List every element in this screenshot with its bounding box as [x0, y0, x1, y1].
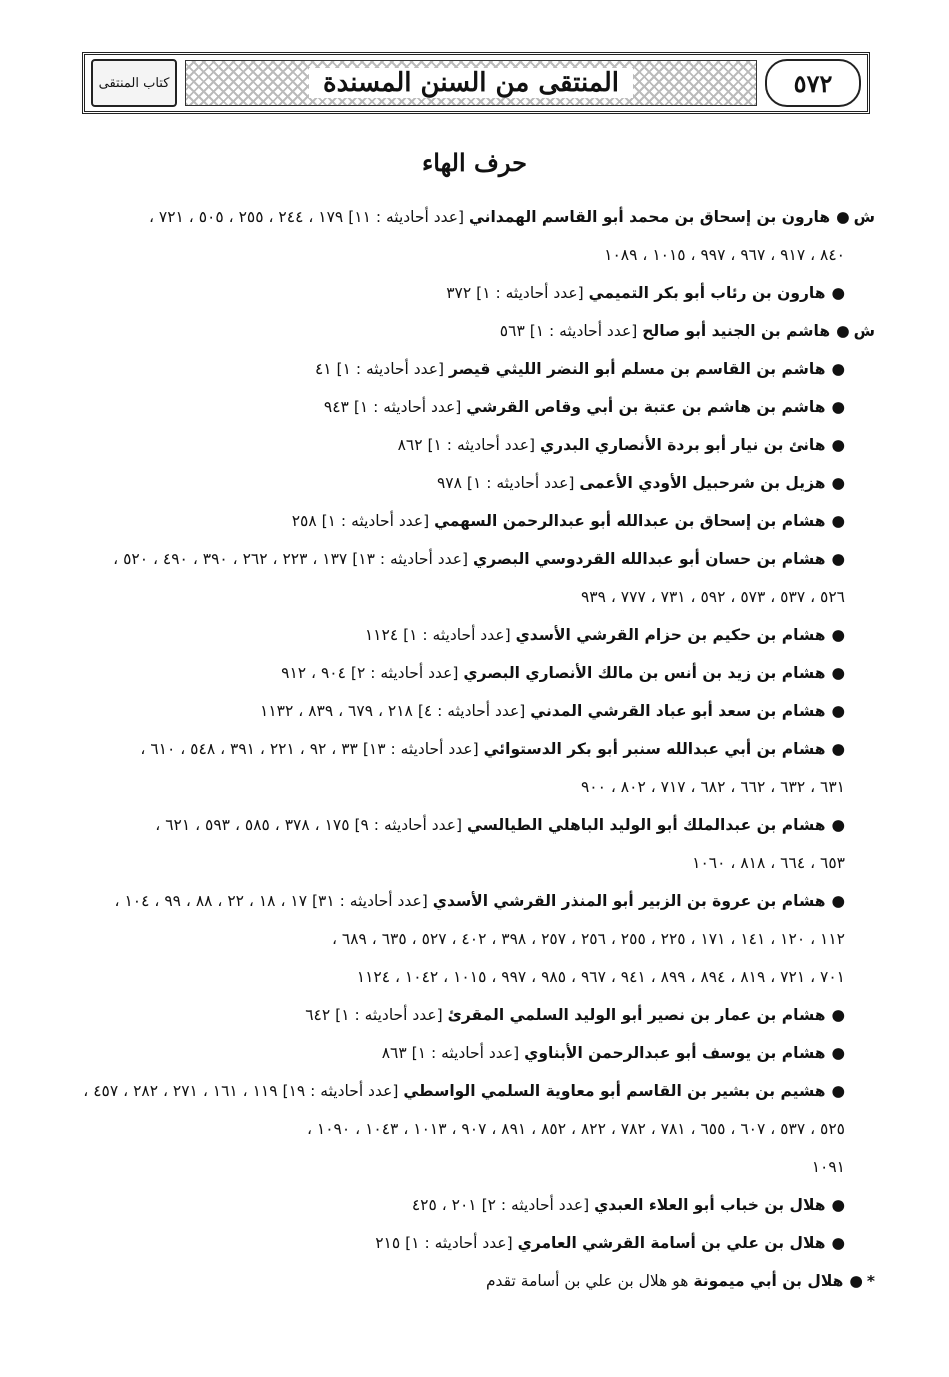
- bullet-icon: ●: [831, 816, 845, 834]
- hadith-numbers: ١٣٧ ، ٢٢٣ ، ٢٦٢ ، ٣٩٠ ، ٤٩٠ ، ٥٢٠ ،: [113, 550, 348, 568]
- narrator-name: هاشم بن هاشم بن عتبة بن أبي وقاص القرشي: [466, 398, 826, 416]
- index-entry: [75, 1072, 875, 1110]
- hadith-count-label: [عدد أحاديثه : ١]: [476, 284, 584, 302]
- index-entry: [75, 730, 875, 768]
- index-entry: [75, 312, 875, 350]
- hadith-count-label: [عدد أحاديثه : ١٣]: [352, 550, 469, 568]
- narrator-name: هانئ بن نيار أبو بردة الأنصاري البدري: [539, 436, 826, 454]
- page-number: ٥٧٢: [765, 59, 861, 107]
- bullet-icon: ●: [831, 1082, 845, 1100]
- hadith-numbers: ٩٠٤ ، ٩١٢: [281, 664, 346, 682]
- narrator-name: هشام بن زيد بن أنس بن مالك الأنصاري البصري: [463, 664, 826, 682]
- hadith-numbers-continued: ٦٥٣ ، ٦٦٤ ، ٨١٨ ، ١٠٦٠: [692, 854, 845, 872]
- hadith-count-label: [عدد أحاديثه : ٢]: [350, 664, 459, 682]
- index-entry: [75, 464, 875, 502]
- index-entry: [75, 388, 875, 426]
- narrator-name: هلال بن أبي ميمونة: [693, 1272, 844, 1290]
- narrator-name: هشام بن حسان أبو عبدالله القردوسي البصري: [473, 550, 826, 568]
- bullet-icon: ●: [831, 892, 845, 910]
- hadith-count-label: [عدد أحاديثه : ٤]: [417, 702, 526, 720]
- cross-reference-note: [75, 1262, 875, 1300]
- asterisk-icon: *: [866, 1272, 875, 1290]
- index-entry: [75, 806, 875, 844]
- bullet-icon: ●: [831, 512, 845, 530]
- index-entry: [75, 616, 875, 654]
- hadith-numbers: ٤١: [314, 360, 332, 378]
- narrator-name: هلال بن خباب أبو العلاء العبدي: [594, 1196, 826, 1214]
- hadith-count-label: [عدد أحاديثه : ١]: [427, 436, 536, 454]
- index-entry: [75, 502, 875, 540]
- hadith-count-label: [عدد أحاديثه : ٩]: [354, 816, 463, 834]
- hadith-count-label: [عدد أحاديثه : ١]: [336, 360, 445, 378]
- hadith-count-label: [عدد أحاديثه : ١]: [529, 322, 638, 340]
- hadith-count-label: [عدد أحاديثه : ١٩]: [282, 1082, 399, 1100]
- hadith-numbers: ١١٩ ، ١٦١ ، ٢٧١ ، ٢٨٢ ، ٤٥٧ ،: [83, 1082, 278, 1100]
- narrator-name: هارون بن إسحاق بن محمد أبو القاسم الهمداني: [469, 208, 831, 226]
- index-entry: [75, 882, 875, 920]
- hadith-numbers-continued: ٨٤٠ ، ٩١٧ ، ٩٦٧ ، ٩٩٧ ، ١٠١٥ ، ١٠٨٩: [604, 246, 845, 264]
- index-entry: [75, 426, 875, 464]
- hadith-numbers: ١٧ ، ١٨ ، ٢٢ ، ٨٨ ، ٩٩ ، ١٠٤ ،: [114, 892, 308, 910]
- bullet-icon: ●: [831, 1044, 845, 1062]
- narrator-name: هلال بن علي بن أسامة القرشي العامري: [517, 1234, 826, 1252]
- hadith-count-label: [عدد أحاديثه : ١١]: [348, 208, 465, 226]
- narrator-name: هشام بن أبي عبدالله سنبر أبو بكر الدستوائي: [483, 740, 826, 758]
- bullet-icon: ●: [831, 550, 845, 568]
- hadith-numbers: ١١٢٤: [364, 626, 399, 644]
- index-entry: [75, 654, 875, 692]
- index-entry: [75, 692, 875, 730]
- hadith-numbers: ٦٤٢: [305, 1006, 331, 1024]
- bullet-icon: ●: [831, 360, 845, 378]
- bullet-icon: ●: [849, 1272, 863, 1290]
- narrator-name: هشام بن حكيم بن حزام القرشي الأسدي: [515, 626, 826, 644]
- narrator-name: هشام بن يوسف أبو عبدالرحمن الأبناوي: [524, 1044, 826, 1062]
- section-title: حرف الهاء: [422, 148, 527, 177]
- index-entry: [75, 1034, 875, 1072]
- page-header: [82, 52, 870, 114]
- bullet-icon: ●: [831, 702, 845, 720]
- bullet-icon: ●: [831, 1196, 845, 1214]
- hadith-numbers-continued: ١١٢ ، ١٢٠ ، ١٤١ ، ١٧١ ، ٢٢٥ ، ٢٥٥ ، ٢٥٦ ، ٢٥٧ ، ٣٩٨ ، ٤٠٢ ، ٥٢٧ ، ٦٣٥ ، ٦٨٩ ،: [331, 930, 845, 948]
- narrator-name: هارون بن رئاب أبو بكر التميمي: [588, 284, 826, 302]
- hadith-count-label: [عدد أحاديثه : ٢]: [481, 1196, 590, 1214]
- bullet-icon: ●: [831, 436, 845, 454]
- narrator-name: هشام بن سعد أبو عباد القرشي المدني: [530, 702, 826, 720]
- hadith-count-label: [عدد أحاديثه : ١٣]: [362, 740, 479, 758]
- narrator-name: هشام بن إسحاق بن عبدالله أبو عبدالرحمن السهمي: [434, 512, 826, 530]
- note-text: هو هلال بن علي بن أسامة تقدم: [485, 1272, 689, 1290]
- book-title: المنتقى من السنن المسندة: [309, 68, 633, 98]
- bullet-icon: ●: [836, 322, 850, 340]
- hadith-numbers: ٢٠١ ، ٤٢٥: [411, 1196, 477, 1214]
- hadith-count-label: [عدد أحاديثه : ١]: [403, 626, 511, 644]
- entry-flag: ش: [853, 208, 875, 226]
- hadith-count-label: [عدد أحاديثه : ١]: [335, 1006, 443, 1024]
- bullet-icon: ●: [831, 398, 845, 416]
- hadith-numbers: ٣٣ ، ٩٢ ، ٢٢١ ، ٣٩١ ، ٥٤٨ ، ٦١٠ ،: [140, 740, 358, 758]
- hadith-numbers: ٩٧٨: [436, 474, 462, 492]
- header-ornament-band: [185, 60, 757, 106]
- hadith-numbers: ٢١٥: [375, 1234, 401, 1252]
- hadith-numbers: ١٧٩ ، ٢٤٤ ، ٢٥٥ ، ٥٠٥ ، ٧٢١ ،: [148, 208, 344, 226]
- hadith-count-label: [عدد أحاديثه : ١]: [466, 474, 575, 492]
- narrator-name: هشام بن عمار بن نصير أبو الوليد السلمي المقرئ: [447, 1006, 826, 1024]
- bullet-icon: ●: [831, 626, 845, 644]
- index-entry: [75, 198, 875, 236]
- bullet-icon: ●: [831, 474, 845, 492]
- hadith-numbers: ٣٧٢: [446, 284, 472, 302]
- hadith-count-label: [عدد أحاديثه : ١]: [411, 1044, 520, 1062]
- index-entry: [75, 996, 875, 1034]
- index-entry: [75, 274, 875, 312]
- publisher-seal: كتاب المنتقى: [91, 59, 177, 107]
- narrator-name: هاشم بن الجنيد أبو صالح: [642, 322, 831, 340]
- hadith-numbers: ١٧٥ ، ٣٧٨ ، ٥٨٥ ، ٥٩٣ ، ٦٢١ ،: [155, 816, 350, 834]
- bullet-icon: ●: [831, 740, 845, 758]
- entry-flag: ش: [853, 322, 875, 340]
- hadith-numbers-continued: ١٠٩١: [811, 1158, 845, 1176]
- hadith-numbers: ٥٦٣: [499, 322, 525, 340]
- index-entry: [75, 540, 875, 578]
- hadith-count-label: [عدد أحاديثه : ١]: [405, 1234, 513, 1252]
- hadith-numbers: ٨٦٢: [397, 436, 423, 454]
- hadith-numbers-continued: ٧٠١ ، ٧٢١ ، ٨١٩ ، ٨٩٤ ، ٨٩٩ ، ٩٤١ ، ٩٦٧ ، ٩٨٥ ، ٩٩٧ ، ١٠١٥ ، ١٠٤٢ ، ١١٢٤: [356, 968, 845, 986]
- bullet-icon: ●: [836, 208, 850, 226]
- bullet-icon: ●: [831, 1234, 845, 1252]
- hadith-numbers: ٢٥٨: [291, 512, 317, 530]
- hadith-numbers-continued: ٥٢٦ ، ٥٣٧ ، ٥٧٣ ، ٥٩٢ ، ٧٣١ ، ٧٧٧ ، ٩٣٩: [580, 588, 845, 606]
- hadith-numbers: ٢١٨ ، ٦٧٩ ، ٨٣٩ ، ١١٣٢: [260, 702, 413, 720]
- bullet-icon: ●: [831, 284, 845, 302]
- index-entry: [75, 1224, 875, 1262]
- narrator-name: هزيل بن شرحبيل الأودي الأعمى: [579, 474, 826, 492]
- hadith-count-label: [عدد أحاديثه : ٣١]: [311, 892, 428, 910]
- narrator-name: هشام بن عبدالملك أبو الوليد الباهلي الطيالسي: [466, 816, 826, 834]
- narrator-name: هاشم بن القاسم بن مسلم أبو النضر الليثي قيصر: [449, 360, 826, 378]
- narrator-name: هشام بن عروة بن الزبير أبو المنذر القرشي الأسدي: [432, 892, 826, 910]
- index-entry: [75, 1186, 875, 1224]
- bullet-icon: ●: [831, 664, 845, 682]
- narrator-index-list: [75, 198, 875, 1300]
- hadith-count-label: [عدد أحاديثه : ١]: [321, 512, 430, 530]
- bullet-icon: ●: [831, 1006, 845, 1024]
- hadith-numbers: ٨٦٣: [381, 1044, 407, 1062]
- hadith-count-label: [عدد أحاديثه : ١]: [353, 398, 462, 416]
- index-entry: [75, 350, 875, 388]
- hadith-numbers: ٩٤٣: [323, 398, 349, 416]
- hadith-numbers-continued: ٥٢٥ ، ٥٣٧ ، ٦٠٧ ، ٦٥٥ ، ٧٨١ ، ٧٨٢ ، ٨٢٢ ، ٨٥٢ ، ٨٩١ ، ٩٠٧ ، ١٠١٣ ، ١٠٤٣ ، ١٠٩٠ ،: [306, 1120, 845, 1138]
- hadith-numbers-continued: ٦٣١ ، ٦٣٢ ، ٦٦٢ ، ٦٨٢ ، ٧١٧ ، ٨٠٢ ، ٩٠٠: [580, 778, 845, 796]
- narrator-name: هشيم بن بشير بن القاسم أبو معاوية السلمي الواسطي: [403, 1082, 826, 1100]
